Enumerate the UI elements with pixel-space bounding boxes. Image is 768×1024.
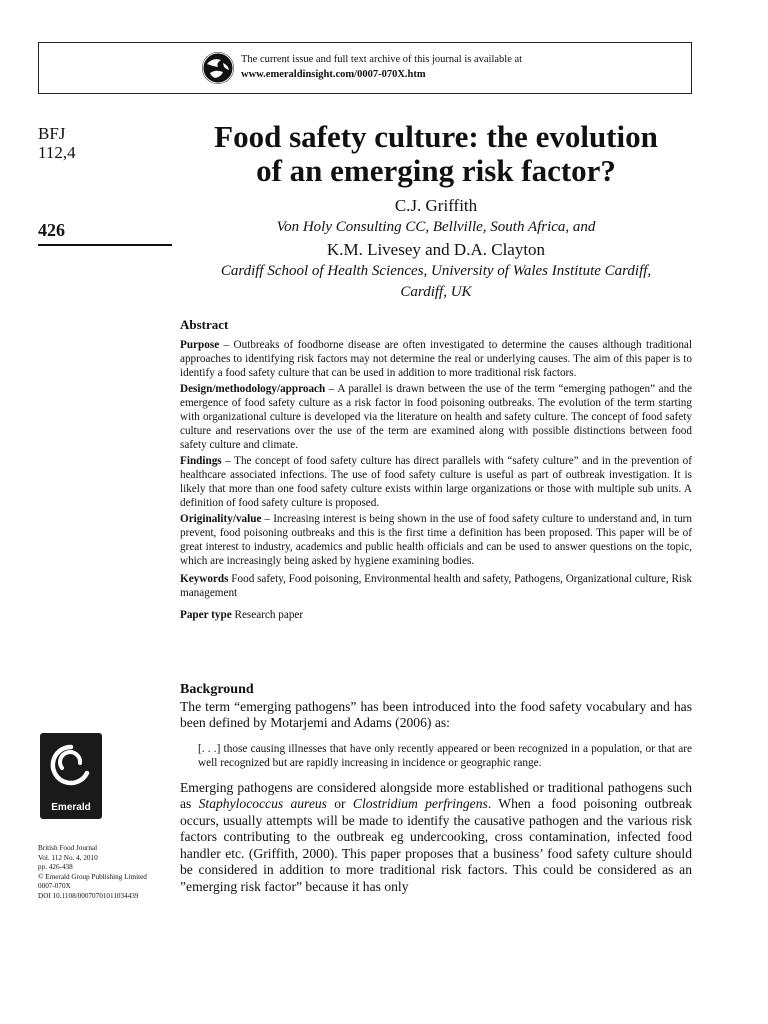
para2-text-c: . When a food poisoning outbreak occurs, usually attempts will be made to identify the causative pathogen and the various risk factors contributing to the outbreak eg undercooking, cross contamination, infected food handler etc. (Griffith, 2000). This paper proposes that a business’ food safety culture should be considered in addition to more traditional risk factors. This could be considered as an ”emerging risk factor” because it has only xyxy=(180,796,692,894)
para2-text-b: or xyxy=(326,796,353,811)
purpose-label: Purpose xyxy=(180,339,220,351)
paper-type-text: Research paper xyxy=(231,609,304,621)
para2-italic-2: Clostridium perfringens xyxy=(352,796,488,811)
design-text: – A parallel is drawn between the use of the term “emerging pathogen” and the emergence of food safety culture as a risk factor in food poisoning outbreaks. The evolution of the term starting with organizational culture is developed via the literature on health and safety culture. The concept of food safety culture and reservations over the use of the term are examined along with possible distinctions between food safety culture and climate. xyxy=(180,383,692,451)
abstract-section xyxy=(180,318,692,624)
citation-block xyxy=(38,844,188,901)
abstract-heading: Abstract xyxy=(180,317,229,332)
body-paragraph-1: The term “emerging pathogens” has been introduced into the food safety vocabulary and has been defined by Motarjemi and Adams (2006) as: xyxy=(180,698,692,730)
affiliation-2-line-1: Cardiff School of Health Sciences, University of Wales Institute Cardiff, xyxy=(220,263,652,279)
journal-availability-box xyxy=(38,42,692,94)
abstract-paper-type xyxy=(180,608,692,622)
design-label: Design/methodology/approach xyxy=(180,383,326,395)
citation-issn: 0007-070X xyxy=(38,882,71,890)
author-1: C.J. Griffith xyxy=(394,196,478,215)
journal-abbreviation xyxy=(38,124,76,162)
paper-type-label: Paper type xyxy=(180,609,232,621)
keywords-label: Keywords xyxy=(180,573,229,585)
affiliation-2 xyxy=(180,261,692,303)
journal-url-link[interactable]: www.emeraldinsight.com/0007-070X.htm xyxy=(241,69,426,80)
originality-label: Originality/value xyxy=(180,513,262,525)
journal-volume: 112,4 xyxy=(38,143,76,162)
page-number-rule xyxy=(38,244,172,246)
emerald-logo xyxy=(40,733,102,819)
journal-code: BFJ xyxy=(38,124,66,143)
article-title xyxy=(180,120,692,188)
citation-volume: Vol. 112 No. 4, 2010 xyxy=(38,853,98,862)
page-number: 426 xyxy=(38,220,65,240)
title-line-2: of an emerging risk factor? xyxy=(256,153,616,188)
body-section xyxy=(180,682,692,895)
body-paragraph-2 xyxy=(180,780,692,896)
abstract-keywords xyxy=(180,572,692,600)
title-line-1: Food safety culture: the evolution xyxy=(214,119,658,154)
citation-journal: British Food Journal xyxy=(38,844,98,852)
citation-pages: pp. 426-438 xyxy=(38,863,73,871)
header-availability-line: The current issue and full text archive of this journal is available at xyxy=(241,54,523,65)
affiliation-1: Von Holy Consulting CC, Bellville, South Africa, and xyxy=(276,219,596,235)
purpose-text: – Outbreaks of foodborne disease are often investigated to determine the causes although traditional approaches to identifying risk factors may not determine the real or underlying causes. The aim of this paper is to identify a food safety culture that can be used in addition to more traditional risk factors. xyxy=(180,339,692,379)
citation-copyright: © Emerald Group Publishing Limited xyxy=(38,872,147,881)
emerald-e-logo-icon xyxy=(40,735,102,797)
originality-text: – Increasing interest is being shown in the use of food safety culture to understand and, in turn prevent, food poisoning outbreaks and this is the first time a definition has been proposed. This paper will be of great interest to industry, academics and public health officials and can be used to answer questions on the topic, which are increasingly being asked by hygiene examining bodies. xyxy=(180,513,692,567)
abstract-originality xyxy=(180,512,692,568)
para2-italic-1: Staphylococcus aureus xyxy=(198,796,327,811)
findings-text: – The concept of food safety culture has direct parallels with “safety culture” and in the prevention of healthcare associated infections. The use of food safety culture is useful as part of outbreak investigation. It is likely that more than one food safety culture exists within large organizations or those with multiple sub units. A definition of food safety culture is proposed. xyxy=(180,455,692,509)
block-quote: [. . .] those causing illnesses that have only recently appeared or been recognized in a population, or that are well recognized but are rapidly increasing in incidence or geographic range. xyxy=(198,742,692,769)
emerald-globe-icon xyxy=(201,51,235,85)
abstract-findings xyxy=(180,454,692,510)
abstract-design xyxy=(180,382,692,452)
findings-label: Findings xyxy=(180,455,222,467)
affiliation-2-line-2: Cardiff, UK xyxy=(400,284,472,300)
emerald-logo-label: Emerald xyxy=(51,802,91,813)
header-text xyxy=(241,52,522,82)
abstract-purpose xyxy=(180,338,692,380)
background-heading: Background xyxy=(180,682,254,697)
author-2: K.M. Livesey and D.A. Clayton xyxy=(326,240,546,259)
para2-text-a: Emerging pathogens are considered alongside more established or traditional pathogens such as xyxy=(180,779,692,811)
keywords-text: Food safety, Food poisoning, Environmental health and safety, Pathogens, Organizational culture, Risk management xyxy=(180,573,692,599)
citation-doi[interactable]: DOI 10.1108/00070701011034439 xyxy=(38,891,139,900)
